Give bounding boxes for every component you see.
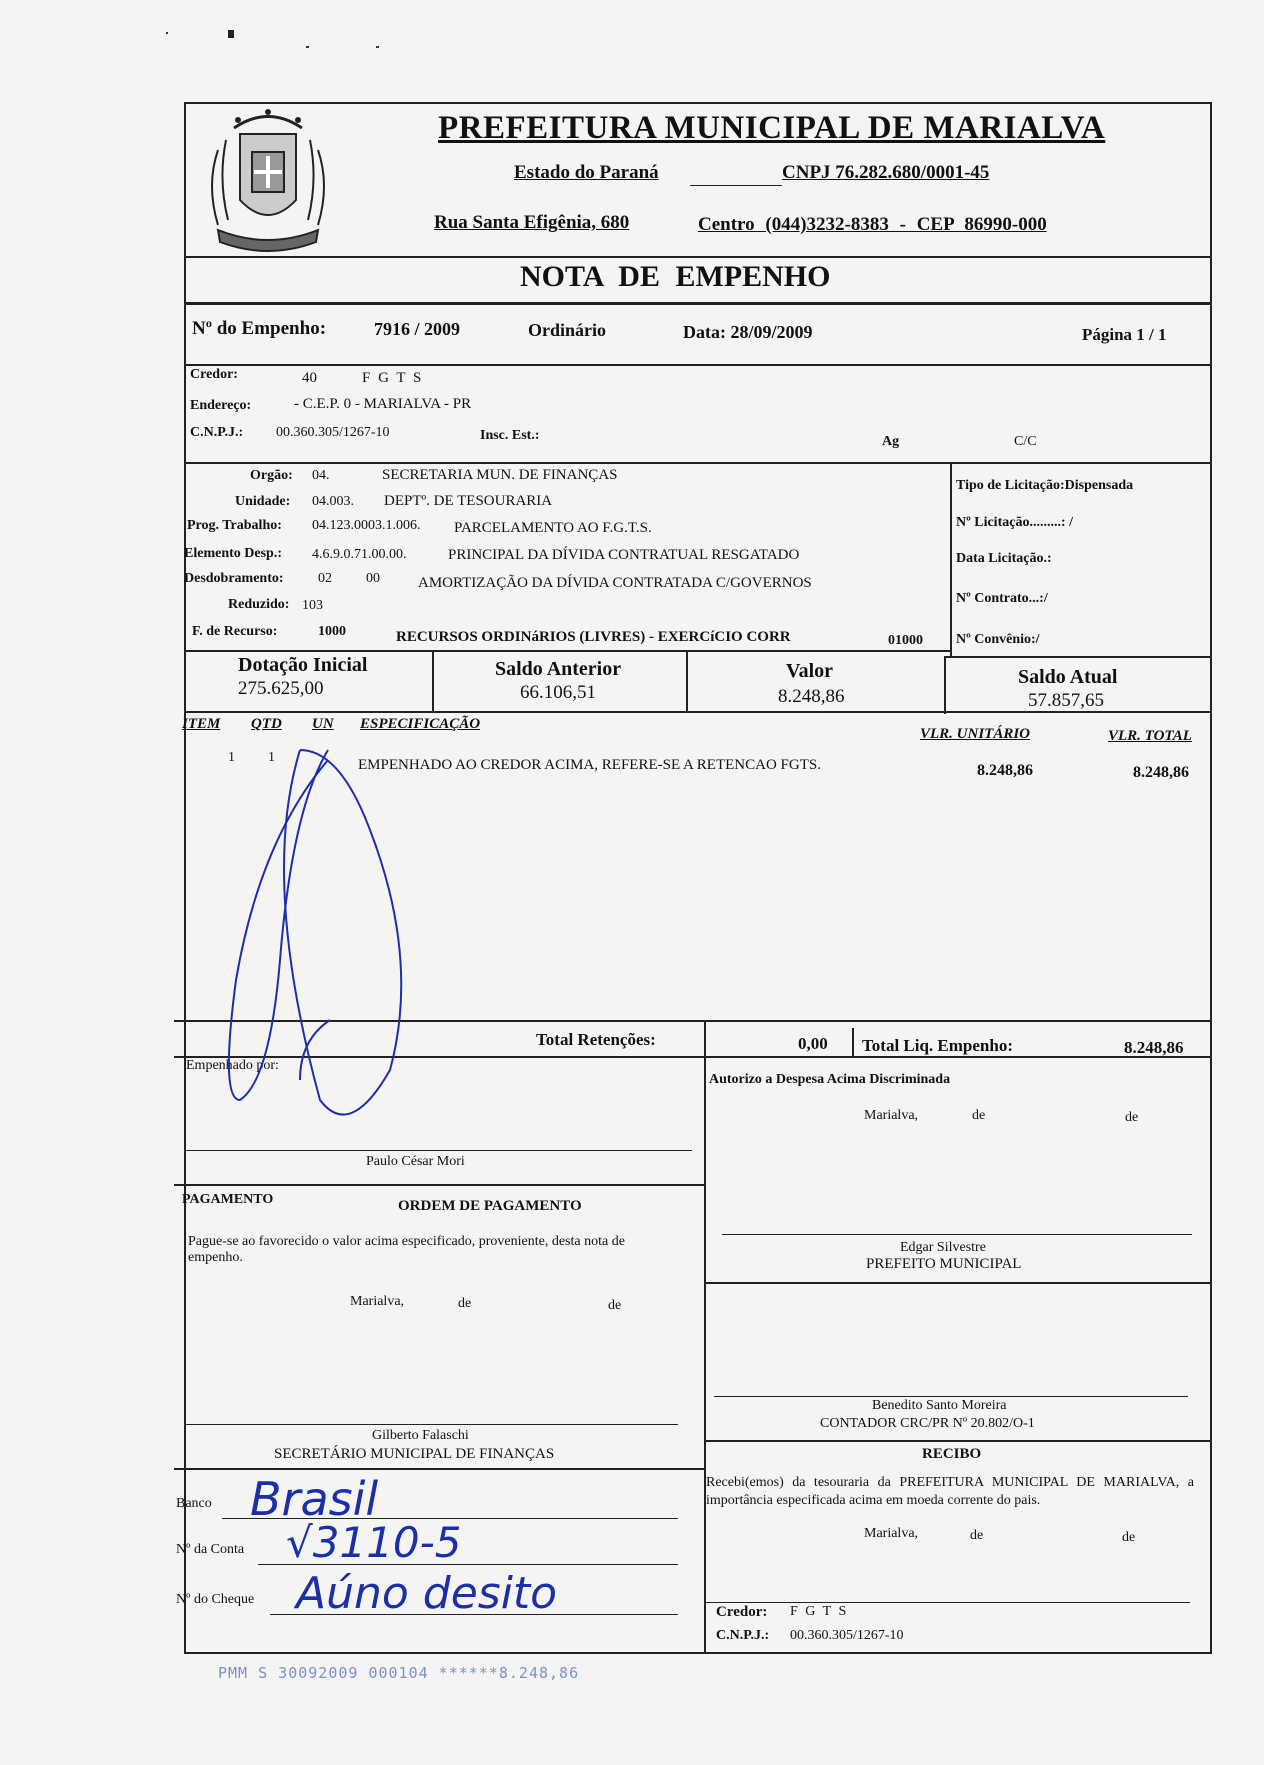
total-price-header: VLR. TOTAL: [1108, 728, 1192, 744]
account-label: C/C: [1014, 434, 1037, 449]
signature-line: [722, 1234, 1192, 1235]
retencoes-label: Total Retenções:: [536, 1030, 656, 1049]
pagamento-text: Pague-se ao favorecido o valor acima especificado, proveniente, desta nota de empenho.: [188, 1234, 625, 1265]
divider: [950, 462, 952, 656]
dotacao-label: Dotação Inicial: [238, 654, 368, 676]
city-hall-title: PREFEITURA MUNICIPAL DE MARIALVA: [438, 110, 1106, 146]
contador-role: CONTADOR CRC/PR Nº 20.802/O-1: [820, 1416, 1035, 1431]
contact-address: Centro (044)3232-8383 - CEP 86990-000: [698, 214, 1047, 235]
cnpj-label: CNPJ 76.282.680/0001-45: [782, 162, 990, 183]
desdobramento-code1: 02: [318, 571, 332, 586]
signature-line: [184, 1424, 678, 1425]
signature-line: [714, 1396, 1188, 1397]
saldo-anterior-value: 66.106,51: [520, 682, 596, 703]
divider: [704, 1056, 706, 1654]
desdobramento-name: AMORTIZAÇÃO DA DÍVIDA CONTRATADA C/GOVERNOS: [418, 575, 812, 591]
signature-line: [706, 1602, 1190, 1603]
handwritten-strike-mark: [200, 720, 440, 1140]
credor-name: F G T S: [362, 370, 424, 386]
cheque-label: Nº do Cheque: [176, 1592, 255, 1607]
autorizo-de1: de: [972, 1108, 986, 1123]
credor-code: 40: [302, 370, 317, 386]
table-row-total: 8.248,86: [1133, 764, 1189, 781]
recurso-code: 1000: [318, 624, 346, 639]
licitacao-tipo: [956, 478, 1133, 494]
prog-trabalho-code: 04.123.0003.1.006.: [312, 518, 421, 533]
prefeito-name: Edgar Silvestre: [900, 1240, 986, 1255]
cashier-stamp: PMM S 30092009 000104 ******8.248,86: [218, 1664, 580, 1682]
reduzido-value: 103: [302, 598, 323, 613]
divider: [944, 656, 1212, 658]
prefeito-role: PREFEITO MUNICIPAL: [866, 1256, 1022, 1272]
elemento-code: 4.6.9.0.71.00.00.: [312, 547, 407, 562]
autorizo-label: Autorizo a Despesa Acima Discriminada: [709, 1072, 951, 1087]
table-row-especificacao: EMPENHADO AO CREDOR ACIMA, REFERE-SE A RETENCAO FGTS.: [358, 757, 821, 773]
recibo-de1: de: [970, 1528, 984, 1543]
recurso-label: F. de Recurso:: [192, 624, 278, 639]
valor-value: 8.248,86: [778, 686, 845, 707]
convenio-numero: Nº Convênio:/: [956, 632, 1040, 647]
autorizo-de2: de: [1125, 1110, 1139, 1125]
divider: [704, 1020, 706, 1056]
orgao-label: Orgão:: [250, 468, 293, 483]
qtd-header: QTD: [251, 716, 282, 732]
scan-mark: [376, 46, 379, 48]
municipal-coat-of-arms: [188, 100, 348, 260]
licitacao-tipo-text: Tipo de Licitação:Dispensada: [956, 478, 1134, 493]
liq-empenho-label: Total Liq. Empenho:: [862, 1036, 1013, 1055]
recibo-credor-label: Credor:: [716, 1604, 768, 1620]
recibo-text: Recebi(emos) da tesouraria da PREFEITURA MUNICIPAL DE MARIALVA, a importância especificada acima em moeda corrente do pais.: [706, 1475, 1194, 1508]
empenhado-por-label: Empenhado por:: [186, 1058, 279, 1073]
autorizo-place: Marialva,: [864, 1108, 919, 1123]
elemento-label: Elemento Desp.:: [184, 546, 282, 561]
document-title: NOTA DE EMPENHO: [520, 260, 831, 293]
divider: [432, 650, 434, 712]
endereco-value: - C.E.P. 0 - MARIALVA - PR: [294, 396, 472, 412]
retencoes-value: 0,00: [798, 1034, 828, 1053]
empenho-type: Ordinário: [528, 320, 607, 340]
un-header: UN: [312, 716, 334, 732]
recibo-place: Marialva,: [864, 1526, 919, 1541]
divider: [704, 1282, 1212, 1284]
conta-label: Nº da Conta: [176, 1542, 245, 1557]
recibo-cnpj-value: 00.360.305/1267-10: [790, 1628, 904, 1643]
conta-handwritten: √3110-5: [286, 1518, 462, 1567]
divider: [944, 656, 946, 714]
recibo-cnpj-label: C.N.P.J.:: [716, 1628, 770, 1643]
table-row-item: 1: [228, 750, 235, 765]
especificacao-header: ESPECIFICAÇÃO: [360, 716, 481, 732]
unidade-label: Unidade:: [235, 494, 291, 509]
secretario-role: SECRETÁRIO MUNICIPAL DE FINANÇAS: [274, 1446, 555, 1462]
scan-mark: [166, 32, 168, 34]
pagamento-label: PAGAMENTO: [182, 1192, 274, 1207]
banco-label: Banco: [176, 1496, 212, 1511]
divider: [184, 462, 1212, 464]
divider: [852, 1028, 854, 1056]
divider: [184, 364, 1212, 366]
contador-name: Benedito Santo Moreira: [872, 1398, 1007, 1413]
insc-est-label: Insc. Est.:: [480, 428, 540, 443]
licitacao-data: Data Licitação.:: [956, 551, 1052, 566]
table-row-qtd: 1: [268, 750, 275, 765]
banco-handwritten: Brasil: [250, 1472, 379, 1526]
divider: [686, 650, 688, 712]
cheque-handwritten: Aúno desito: [296, 1568, 558, 1619]
licitacao-numero: Nº Licitação.........: /: [956, 515, 1073, 530]
secretario-name: Gilberto Falaschi: [372, 1428, 469, 1443]
ordem-pagamento-title: ORDEM DE PAGAMENTO: [398, 1198, 582, 1214]
empenho-number-label: Nº do Empenho:: [192, 318, 327, 339]
saldo-atual-value: 57.857,65: [1028, 690, 1104, 711]
pagamento-place: Marialva,: [350, 1294, 405, 1309]
signature-line: [184, 1150, 692, 1151]
endereco-label: Endereço:: [190, 398, 252, 413]
divider: [184, 302, 1212, 305]
elemento-name: PRINCIPAL DA DÍVIDA CONTRATUAL RESGATADO: [448, 547, 800, 563]
recurso-name: RECURSOS ORDINáRIOS (LIVRES) - EXERCíCIO CORR: [396, 629, 791, 645]
saldo-atual-label: Saldo Atual: [1018, 666, 1118, 688]
recibo-de2: de: [1122, 1530, 1136, 1545]
item-header: ITEM: [182, 716, 221, 732]
liq-empenho-value: 8.248,86: [1124, 1038, 1184, 1057]
divider: [704, 1440, 1212, 1442]
desdobramento-code2: 00: [366, 571, 380, 586]
prog-trabalho-label: Prog. Trabalho:: [187, 518, 282, 533]
cnpj-value: 00.360.305/1267-10: [276, 425, 390, 440]
divider: [174, 1468, 704, 1470]
page-number: Página 1 / 1: [1082, 325, 1167, 344]
divider: [184, 650, 950, 652]
divider: [174, 1184, 704, 1186]
pagamento-de1: de: [458, 1296, 472, 1311]
dotacao-value: 275.625,00: [238, 678, 324, 699]
scan-mark: [228, 30, 234, 38]
recurso-code2: 01000: [888, 633, 923, 648]
reduzido-label: Reduzido:: [228, 597, 290, 612]
table-row-unit-price: 8.248,86: [977, 762, 1033, 779]
unidade-name: DEPTº. DE TESOURARIA: [384, 493, 553, 509]
desdobramento-label: Desdobramento:: [184, 571, 284, 586]
recibo-credor-value: F G T S: [790, 1604, 849, 1619]
divider: [184, 711, 1212, 713]
unit-price-header: VLR. UNITÁRIO: [920, 726, 1031, 742]
valor-label: Valor: [786, 660, 834, 682]
contrato-numero: Nº Contrato...:/: [956, 591, 1048, 606]
empenho-number: 7916 / 2009: [374, 319, 461, 339]
divider: [184, 256, 1212, 258]
recibo-title: RECIBO: [922, 1446, 982, 1462]
orgao-code: 04.: [312, 468, 330, 483]
agency-label: Ag: [882, 434, 900, 449]
empenho-date: Data: 28/09/2009: [683, 322, 813, 342]
state-underline-gap: [690, 185, 782, 186]
prog-trabalho-name: PARCELAMENTO AO F.G.T.S.: [454, 520, 652, 536]
pagamento-de2: de: [608, 1298, 622, 1313]
orgao-name: SECRETARIA MUN. DE FINANÇAS: [382, 467, 618, 483]
cnpj-label: C.N.P.J.:: [190, 425, 244, 440]
state-label: Estado do Paraná: [514, 162, 659, 183]
street-address: Rua Santa Efigênia, 680: [434, 212, 630, 233]
credor-label: Credor:: [190, 367, 238, 382]
empenhado-por-name: Paulo César Mori: [366, 1154, 465, 1169]
unidade-code: 04.003.: [312, 494, 354, 509]
scan-mark: [306, 46, 309, 48]
saldo-anterior-label: Saldo Anterior: [495, 658, 622, 680]
